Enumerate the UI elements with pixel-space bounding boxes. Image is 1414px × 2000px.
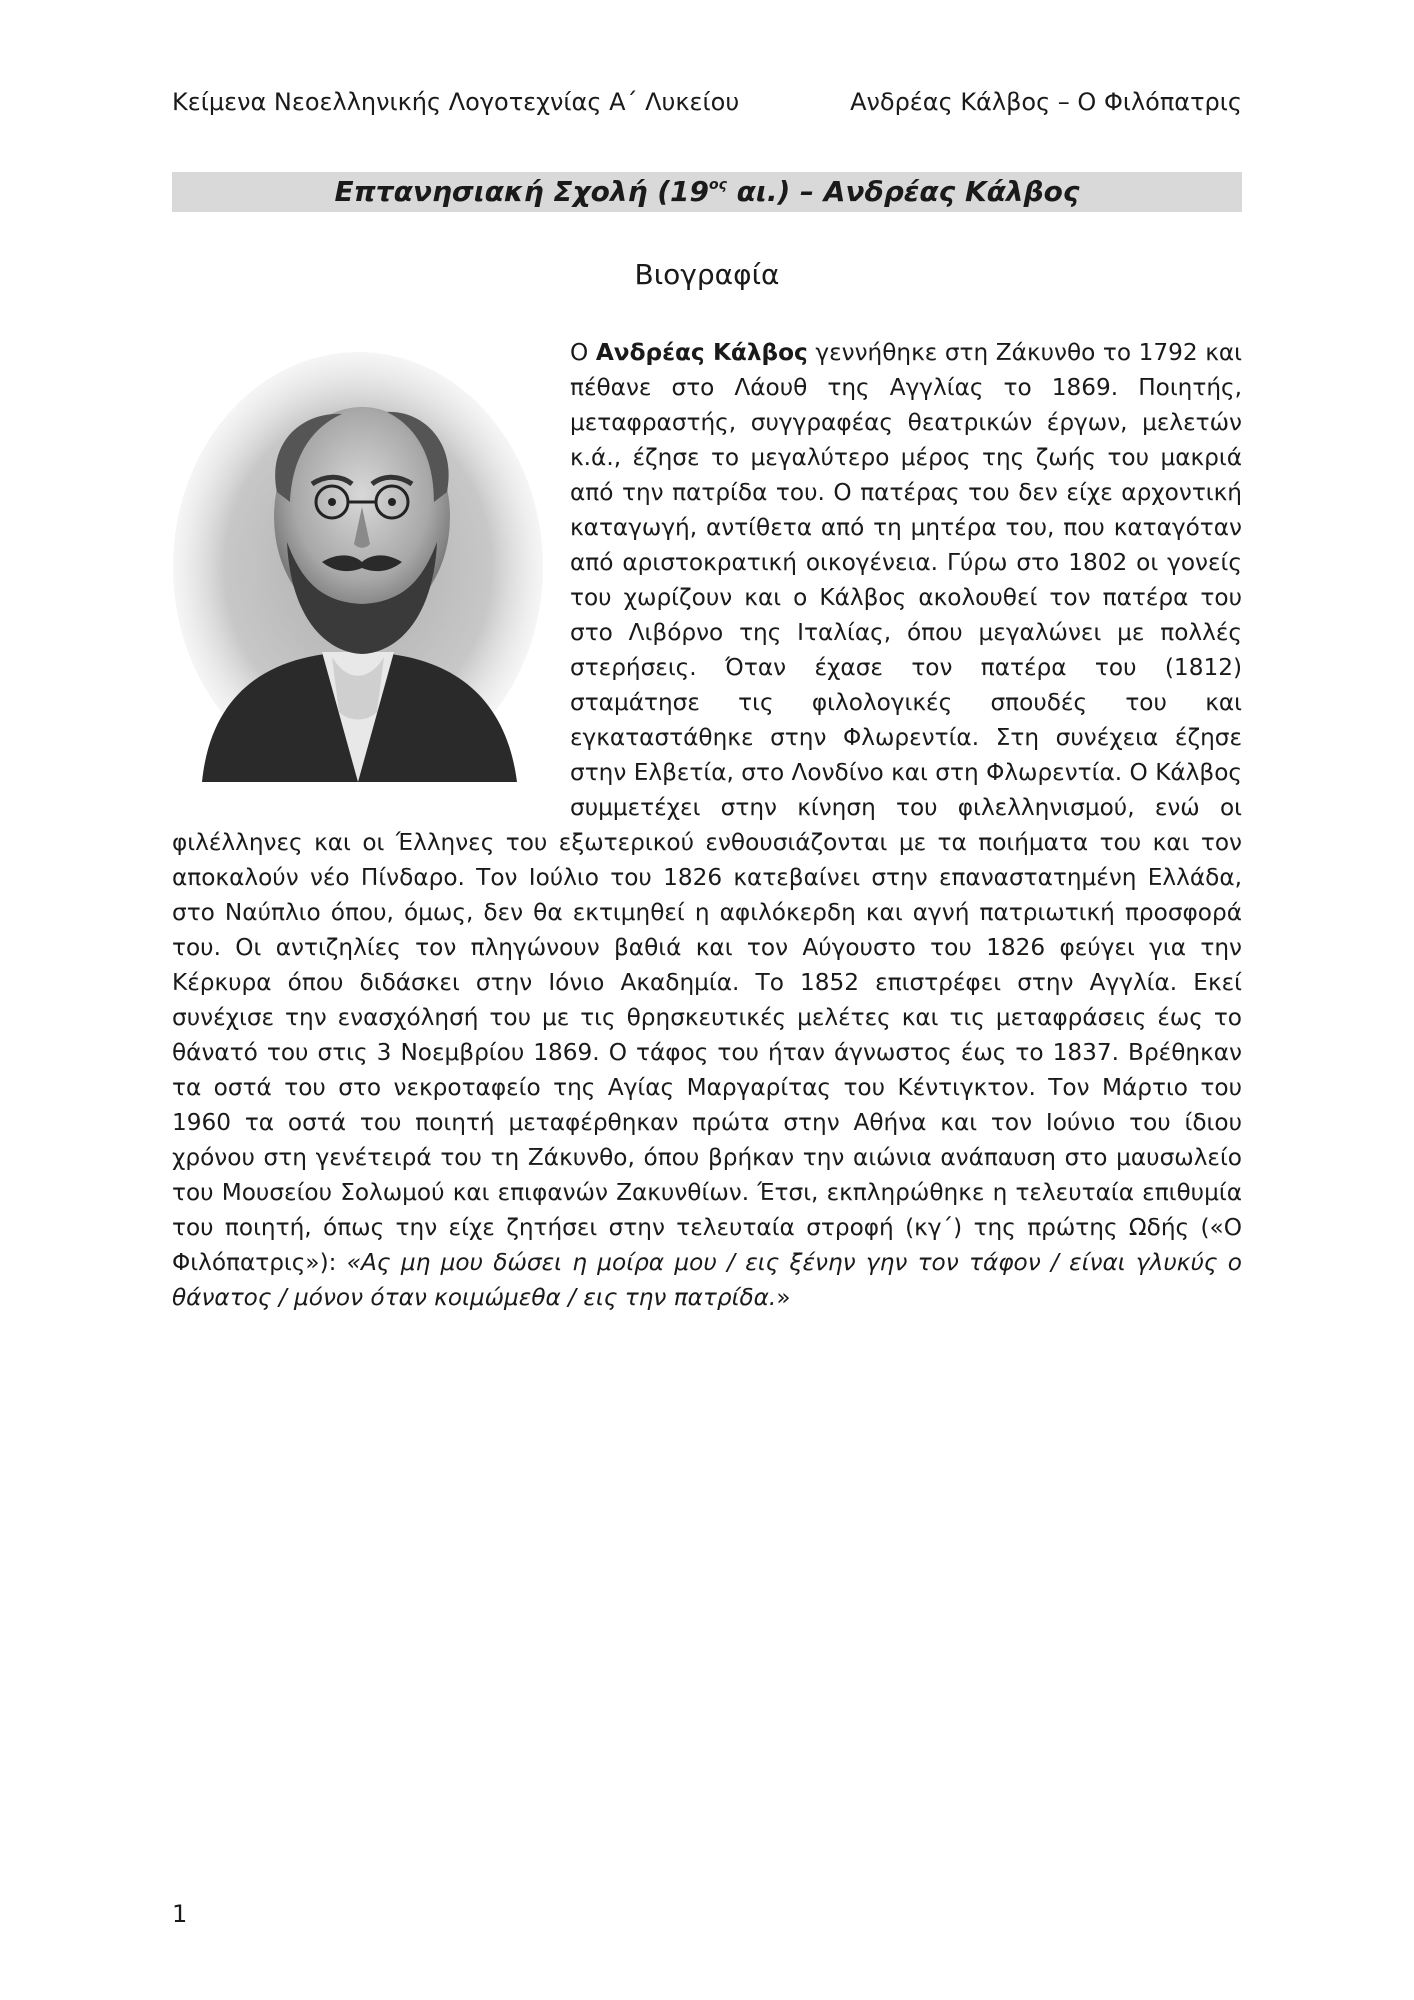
section-title-sup: ος	[709, 177, 727, 193]
biography-main: γεννήθηκε στη Ζάκυνθο το 1792 και πέθανε στο Λάουθ της Αγγλίας το 1869. Ποιητής, μεταφραστής, συγγραφέας θεατρικών έργων, μελετών κ.ά., έζησε το μεγαλύτερο μέρος της ζωής του μακριά από την πατρίδα του. Ο πατέρας του δεν είχε αρχοντική καταγωγή, αντίθετα από τη μητέρα του, που καταγόταν από αριστοκρατική οικογένεια. Γύρω στο 1802 οι γονείς του χωρίζουν και ο Κάλβος ακολουθεί τον πατέρα του στο Λιβόρνο της Ιταλίας, όπου μεγαλώνει με πολλές στερήσεις. Όταν έχασε τον πατέρα του (1812) σταμάτησε τις φιλολογικές σπουδές του και εγκαταστάθηκε στην Φλωρεντία. Στη συνέχεια έζησε στην Ελβετία, στο Λονδίνο και στη Φλωρεντία. Ο Κάλβος συμμετέχει στην κίνηση του φιλελληνισμού, ενώ οι φιλέλληνες και οι Έλληνες του εξωτερικού ενθουσιάζονται με τα ποιήματα του και τον αποκαλούν νέο Πίνδαρο. Τον Ιούλιο του 1826 κατεβαίνει στην επαναστατημένη Ελλάδα, στο Ναύπλιο όπου, όμως, δεν θα εκτιμηθεί η αφιλόκερδη και αγνή πατριωτική προσφορά του. Οι αντιζηλίες τον πληγώνουν βαθιά και τον Αύγουστο του 1826 φεύγει για την Κέρκυρα όπου διδάσκει στην Ιόνιο Ακαδημία. Το 1852 επιστρέφει στην Αγγλία. Εκεί συνέχισε την ενασχόλησή του με τις θρησκευτικές μελέτες και τις μεταφράσεις έως το θάνατό του στις 3 Νοεμβρίου 1869. Ο τάφος του ήταν άγνωστος έως το 1837. Βρέθηκαν τα οστά του στο νεκροταφείο της Αγίας Μαργαρίτας του Κέντιγκτον. Τον Μάρτιο του 1960 τα οστά του ποιητή μεταφέρθηκαν πρώτα στην Αθήνα και τον Ιούνιο του ίδιου χρόνου στη γενέτειρά του τη Ζάκυνθο, όπου βρήκαν την αιώνια ανάπαυση στο μαυσωλείο του Μουσείου Σολωμού και επιφανών Ζακυνθίων. Έτσι, εκπληρώθηκε η τελευταία επιθυμία του ποιητή, όπως την είχε ζητήσει στην τελευταία στροφή (κγ΄) της πρώτης Ωδής («Ο Φιλόπατρις»):	[172, 339, 1243, 1276]
section-title-post: αι.) – Ανδρέας Κάλβος	[726, 175, 1080, 208]
biography-quote: «Ας μη μου δώσει η μοίρα μου / εις ξένην γην τον τάφον / είναι γλυκύς ο θάνατος / μόνον όταν κοιμώμεθα / εις την πατρίδα.	[172, 1249, 1242, 1311]
biography-text	[172, 335, 1242, 1315]
biography-quote-end: »	[776, 1284, 791, 1311]
biography-name: Ανδρέας Κάλβος	[595, 339, 808, 366]
section-title	[172, 172, 1242, 212]
header-course-title: Κείμενα Νεοελληνικής Λογοτεχνίας Α΄ Λυκείου	[172, 88, 740, 116]
biography-intro: Ο	[570, 339, 596, 366]
image-float-spacer	[172, 335, 570, 820]
header-work-title: Ανδρέας Κάλβος – Ο Φιλόπατρις	[850, 88, 1242, 116]
section-title-pre: Επτανησιακή Σχολή (19	[334, 175, 710, 208]
page-number: 1	[172, 1900, 188, 1928]
subtitle-biography: Βιογραφία	[634, 258, 780, 291]
